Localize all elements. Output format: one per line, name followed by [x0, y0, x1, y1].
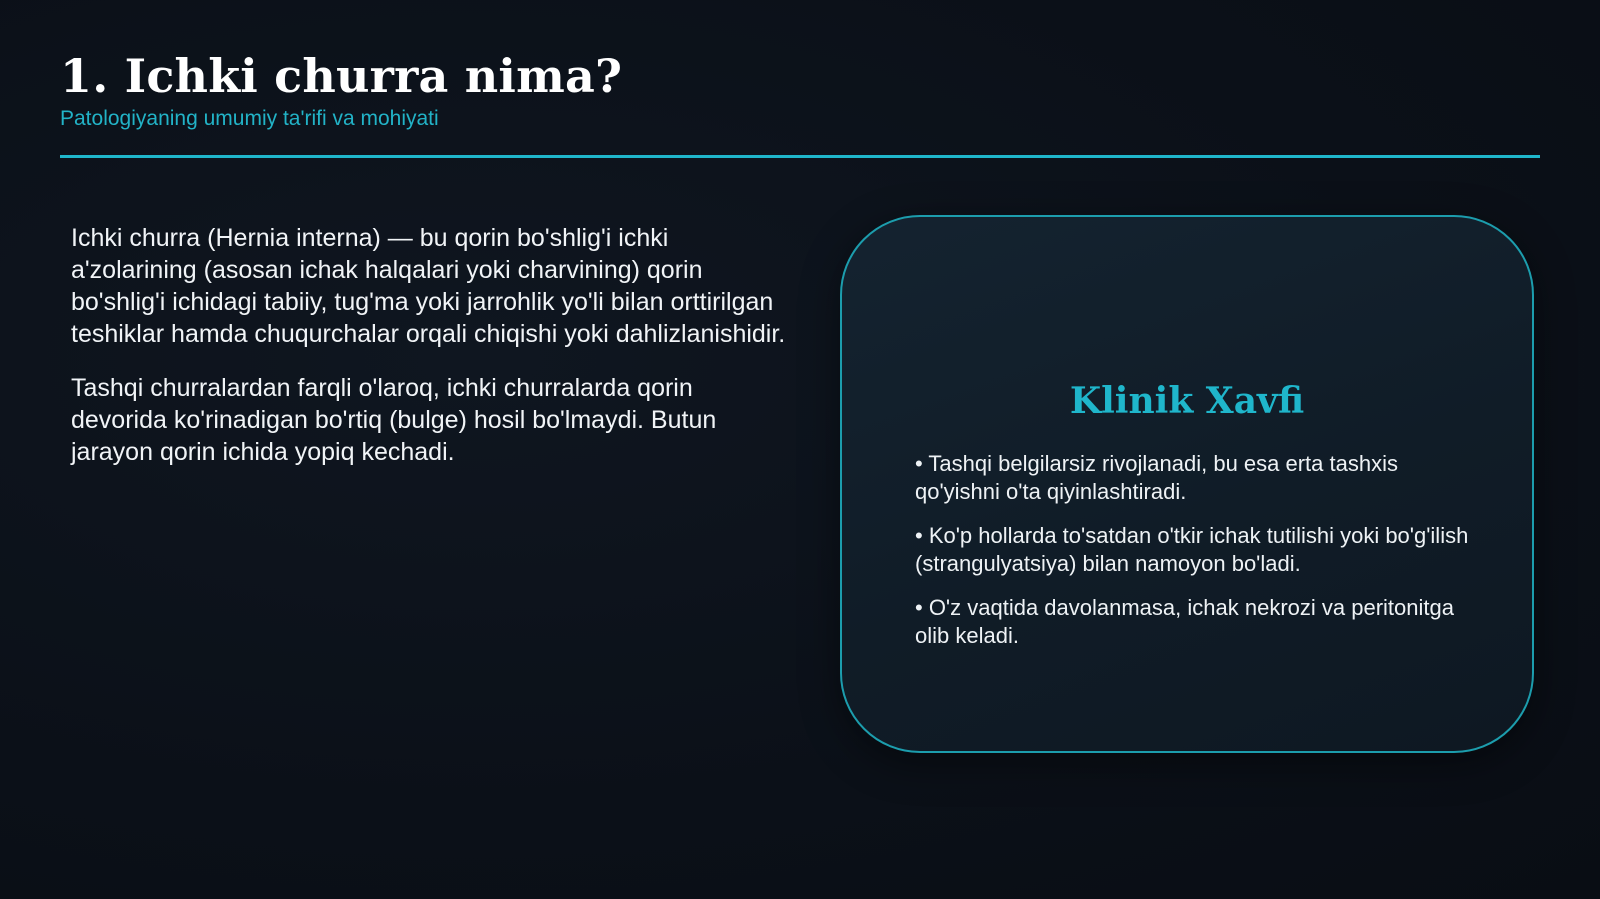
risk-list-item: • O'z vaqtida davolanmasa, ichak nekrozi va peritonitga olib keladi. — [915, 595, 1454, 648]
card-title: Klinik Xavfi — [1069, 380, 1305, 422]
risk-list-item: • Ko'p hollarda to'satdan o'tkir ichak tutilishi yoki bo'g'ilish (strangulyatsiya) bilan namoyon bo'ladi. — [915, 523, 1469, 576]
definition-column — [71, 222, 791, 490]
slide-subtitle: Patologiyaning umumiy ta'rifi va mohiyati — [60, 107, 439, 130]
definition-paragraph: Ichki churra (Hernia interna) — bu qorin bo'shlig'i ichki a'zolarining (asosan ichak halqalari yoki charvining) qorin bo'shlig'i ichidagi tabiiy, tug'ma yoki jarrohlik yo'li bilan orttirilgan teshiklar hamda chuqurchalar orqali chiqishi yoki dahlizlanishidir. — [71, 224, 786, 348]
comparison-paragraph: Tashqi churralardan farqli o'laroq, ichki churralarda qorin devorida ko'rinadigan bo'rtiq (bulge) hosil bo'lmaydi. Butun jarayon qorin ichida yopiq kechadi. — [71, 374, 717, 466]
risk-list — [915, 450, 1475, 666]
clinical-risk-card — [840, 215, 1534, 753]
title-divider — [60, 155, 1540, 158]
risk-list-item: • Tashqi belgilarsiz rivojlanadi, bu esa erta tashxis qo'yishni o'ta qiyinlashtiradi. — [915, 451, 1398, 504]
slide-title: 1. Ichki churra nima? — [60, 49, 623, 103]
